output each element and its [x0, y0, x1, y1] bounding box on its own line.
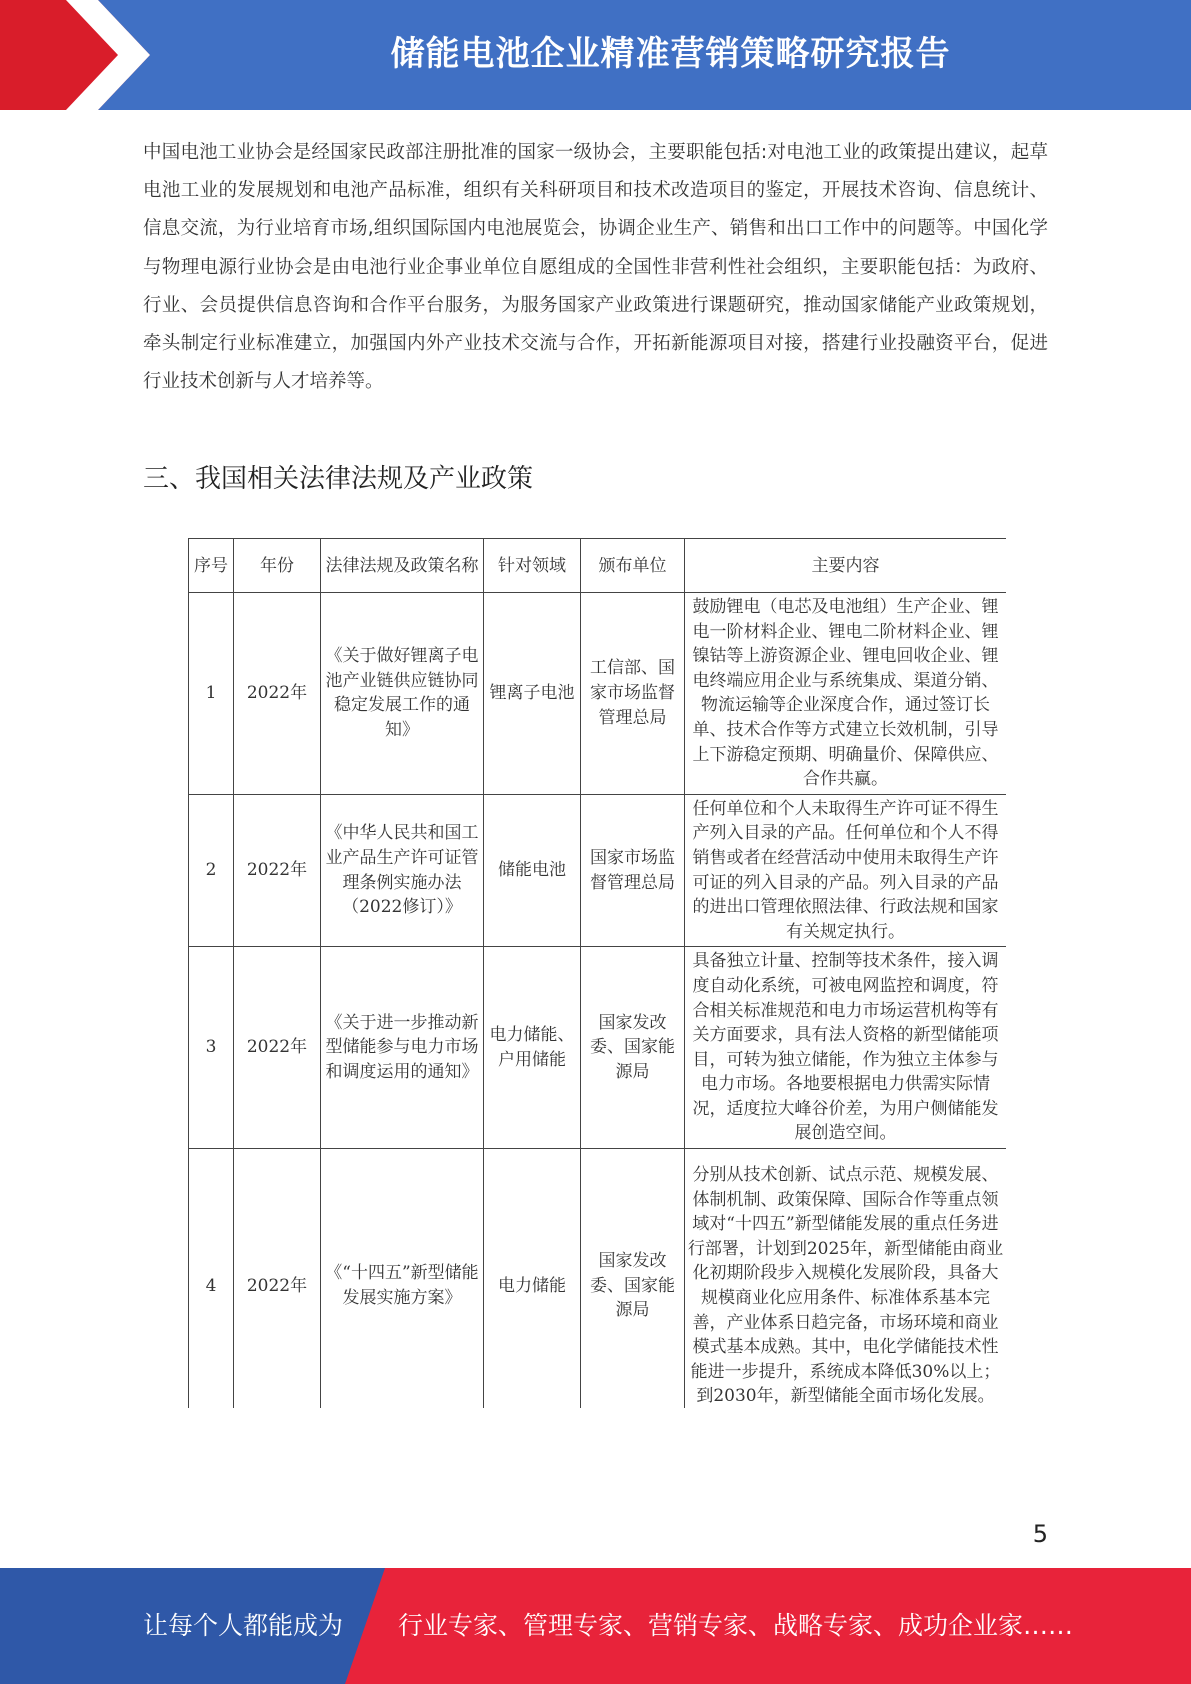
footer-slogan-left: 让每个人都能成为 [143, 1611, 344, 1640]
cell-field: 电力储能、户用储能 [484, 947, 581, 1149]
footer-slogan-right: 行业专家、管理专家、营销专家、战略专家、成功企业家…… [398, 1611, 1074, 1640]
cell-year: 2022年 [234, 1149, 321, 1408]
cell-no: 1 [189, 593, 234, 795]
body-paragraph: 中国电池工业协会是经国家民政部注册批准的国家一级协会，主要职能包括:对电池工业的政策提出建议，起草电池工业的发展规划和电池产品标准，组织有关科研项目和技术改造项目的鉴定，开展技术咨询、信息统计、信息交流，为行业培育市场,组织国际国内电池展览会，协调企业生产、销售和出口工作中的问题等。中国化学与物理电源行业协会是由电池行业企事业单位自愿组成的全国性非营利性社会组织，主要职能包括：为政府、行业、会员提供信息咨询和合作平台服务，为服务国家产业政策进行课题研究，推动国家储能产业政策规划，牵头制定行业标准建立，加强国内外产业技术交流与合作，开拓新能源项目对接，搭建行业投融资平台，促进行业技术创新与人才培养等。 [143, 142, 1048, 393]
cell-no: 3 [189, 947, 234, 1149]
policy-table-container [188, 538, 1006, 1408]
policy-table [188, 538, 1006, 1408]
cell-content: 任何单位和个人未取得生产许可证不得生产列入目录的产品。任何单位和个人不得销售或者在经营活动中使用未取得生产许可证的列入目录的产品。列入目录的产品的进出口管理依照法律、行政法规和国家有关规定执行。 [685, 794, 1007, 947]
cell-no: 2 [189, 794, 234, 947]
cell-year: 2022年 [234, 593, 321, 795]
header-year: 年份 [234, 539, 321, 593]
cell-field: 电力储能 [484, 1149, 581, 1408]
header-no: 序号 [189, 539, 234, 593]
cell-content: 具备独立计量、控制等技术条件，接入调度自动化系统，可被电网监控和调度，符合相关标准规范和电力市场运营机构等有关方面要求，具有法人资格的新型储能项目，可转为独立储能，作为独立主体参与电力市场。各地要根据电力供需实际情况，适度拉大峰谷价差，为用户侧储能发展创造空间。 [685, 947, 1007, 1149]
cell-name: 《关于进一步推动新型储能参与电力市场和调度运用的通知》 [321, 947, 484, 1149]
table-row [189, 593, 1007, 795]
cell-content: 分别从技术创新、试点示范、规模发展、体制机制、政策保障、国际合作等重点领域对“十四五”新型储能发展的重点任务进行部署，计划到2025年，新型储能由商业化初期阶段步入规模化发展阶段，具备大规模商业化应用条件、标准体系基本完善，产业体系日趋完备，市场环境和商业模式基本成熟。其中，电化学储能技术性能进一步提升，系统成本降低30%以上；到2030年，新型储能全面市场化发展。 [685, 1149, 1007, 1408]
page-number: 5 [1032, 1520, 1048, 1548]
report-title: 储能电池企业精准营销策略研究报告 [390, 34, 951, 74]
header-field: 针对领域 [484, 539, 581, 593]
table-row [189, 1149, 1007, 1408]
cell-content: 鼓励锂电（电芯及电池组）生产企业、锂电一阶材料企业、锂电二阶材料企业、锂镍钴等上游资源企业、锂电回收企业、锂电终端应用企业与系统集成、渠道分销、物流运输等企业深度合作，通过签订长单、技术合作等方式建立长效机制，引导上下游稳定预期、明确量价、保障供应、合作共赢。 [685, 593, 1007, 795]
cell-field: 储能电池 [484, 794, 581, 947]
cell-name: 《关于做好锂离子电池产业链供应链协同稳定发展工作的通知》 [321, 593, 484, 795]
header-content: 主要内容 [685, 539, 1007, 593]
cell-field: 锂离子电池 [484, 593, 581, 795]
page-header [0, 0, 1191, 110]
cell-name: 《“十四五”新型储能发展实施方案》 [321, 1149, 484, 1408]
table-row [189, 794, 1007, 947]
cell-year: 2022年 [234, 794, 321, 947]
cell-no: 4 [189, 1149, 234, 1408]
header-name: 法律法规及政策名称 [321, 539, 484, 593]
cell-name: 《中华人民共和国工业产品生产许可证管理条例实施办法（2022修订）》 [321, 794, 484, 947]
cell-year: 2022年 [234, 947, 321, 1149]
table-header-row [189, 539, 1007, 593]
cell-issuer: 国家市场监督管理总局 [581, 794, 685, 947]
section-heading: 三、我国相关法律法规及产业政策 [143, 464, 534, 494]
cell-issuer: 工信部、国家市场监督管理总局 [581, 593, 685, 795]
cell-issuer: 国家发改委、国家能源局 [581, 1149, 685, 1408]
table-row [189, 947, 1007, 1149]
header-issuer: 颁布单位 [581, 539, 685, 593]
cell-issuer: 国家发改委、国家能源局 [581, 947, 685, 1149]
page-footer [0, 1568, 1191, 1684]
